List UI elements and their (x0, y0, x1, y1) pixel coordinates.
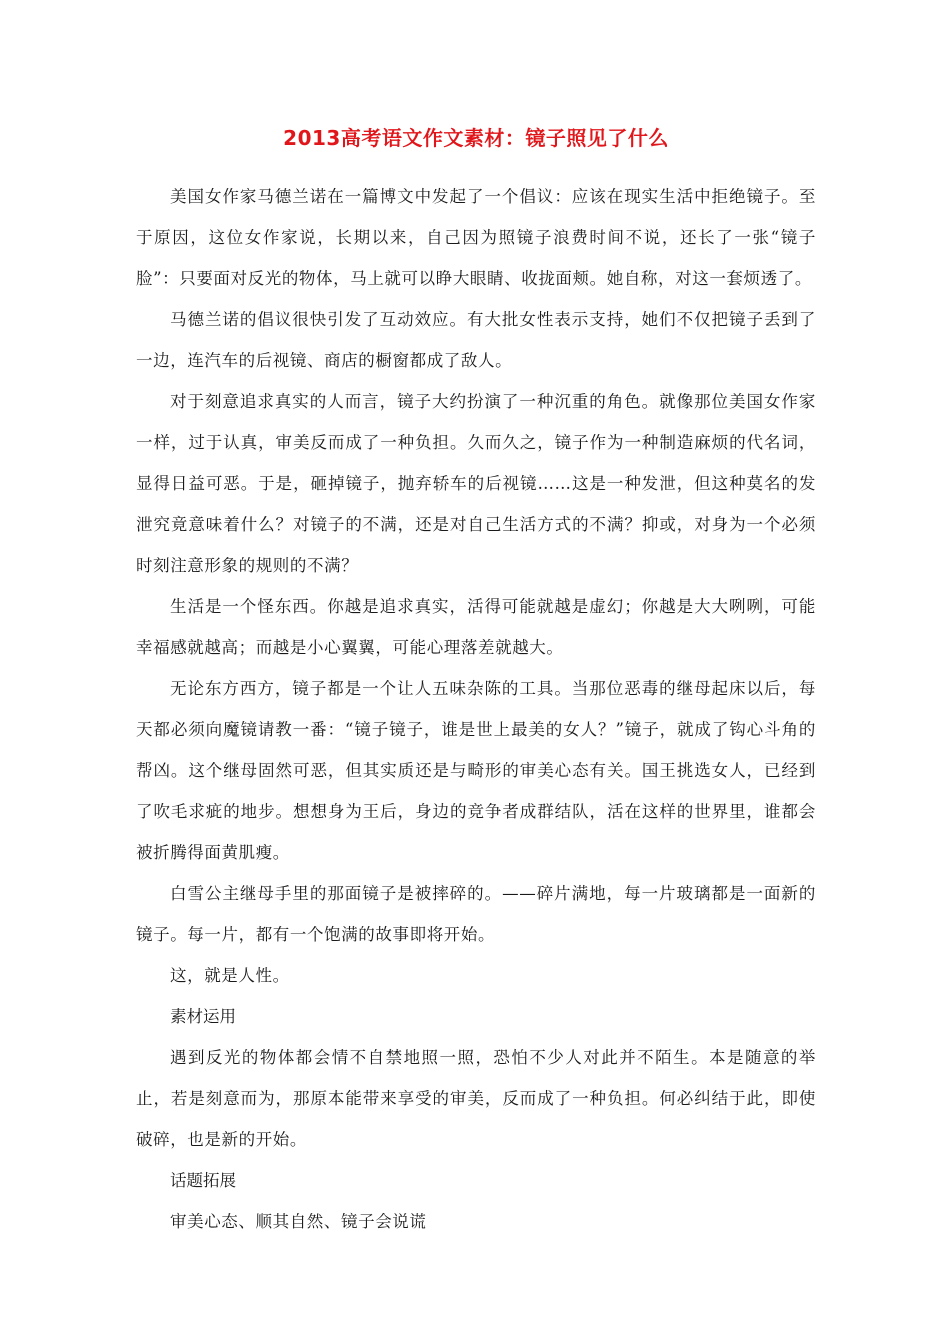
paragraph-4: 生活是一个怪东西。你越是追求真实，活得可能就越是虚幻；你越是大大咧咧，可能幸福感就越高；而越是小心翼翼，可能心理落差就越大。 (136, 597, 816, 657)
paragraph-7: 这，就是人性。 (170, 966, 290, 985)
paragraph-3: 对于刻意追求真实的人而言，镜子大约扮演了一种沉重的角色。就像那位美国女作家一样，过于认真，审美反而成了一种负担。久而久之，镜子作为一种制造麻烦的代名词，显得日益可恶。于是，砸掉镜子，抛弃轿车的后视镜……这是一种发泄，但这种莫名的发泄究竟意味着什么？对镜子的不满，还是对自己生活方式的不满？抑或，对身为一个必须时刻注意形象的规则的不满？ (136, 392, 816, 575)
paragraph-6: 白雪公主继母手里的那面镜子是被摔碎的。——碎片满地，每一片玻璃都是一面新的镜子。每一片，都有一个饱满的故事即将开始。 (136, 884, 816, 944)
material-usage-text: 遇到反光的物体都会情不自禁地照一照，恐怕不少人对此并不陌生。本是随意的举止，若是刻意而为，那原本能带来享受的审美，反而成了一种负担。何必纠结于此，即使破碎，也是新的开始。 (136, 1048, 816, 1149)
paragraph-2: 马德兰诺的倡议很快引发了互动效应。有大批女性表示支持，她们不仅把镜子丢到了一边，连汽车的后视镜、商店的橱窗都成了敌人。 (136, 310, 816, 370)
paragraph-5: 无论东方西方，镜子都是一个让人五味杂陈的工具。当那位恶毒的继母起床以后，每天都必须向魔镜请教一番：“镜子镜子，谁是世上最美的女人？”镜子，就成了钩心斗角的帮凶。这个继母固然可恶，但其实质还是与畸形的审美心态有关。国王挑选女人，已经到了吹毛求疵的地步。想想身为王后，身边的竞争者成群结队，活在这样的世界里，谁都会被折腾得面黄肌瘦。 (136, 679, 816, 862)
document-page (136, 118, 816, 1242)
document-title: 2013高考语文作文素材：镜子照见了什么 (283, 126, 669, 150)
topic-extension-text: 审美心态、顺其自然、镜子会说谎 (170, 1212, 427, 1231)
material-usage-heading: 素材运用 (170, 1007, 236, 1026)
paragraph-1: 美国女作家马德兰诺在一篇博文中发起了一个倡议：应该在现实生活中拒绝镜子。至于原因，这位女作家说，长期以来，自己因为照镜子浪费时间不说，还长了一张“镜子脸”：只要面对反光的物体，马上就可以睁大眼睛、收拢面颊。她自称，对这一套烦透了。 (136, 187, 816, 288)
topic-extension-heading: 话题拓展 (170, 1171, 236, 1190)
